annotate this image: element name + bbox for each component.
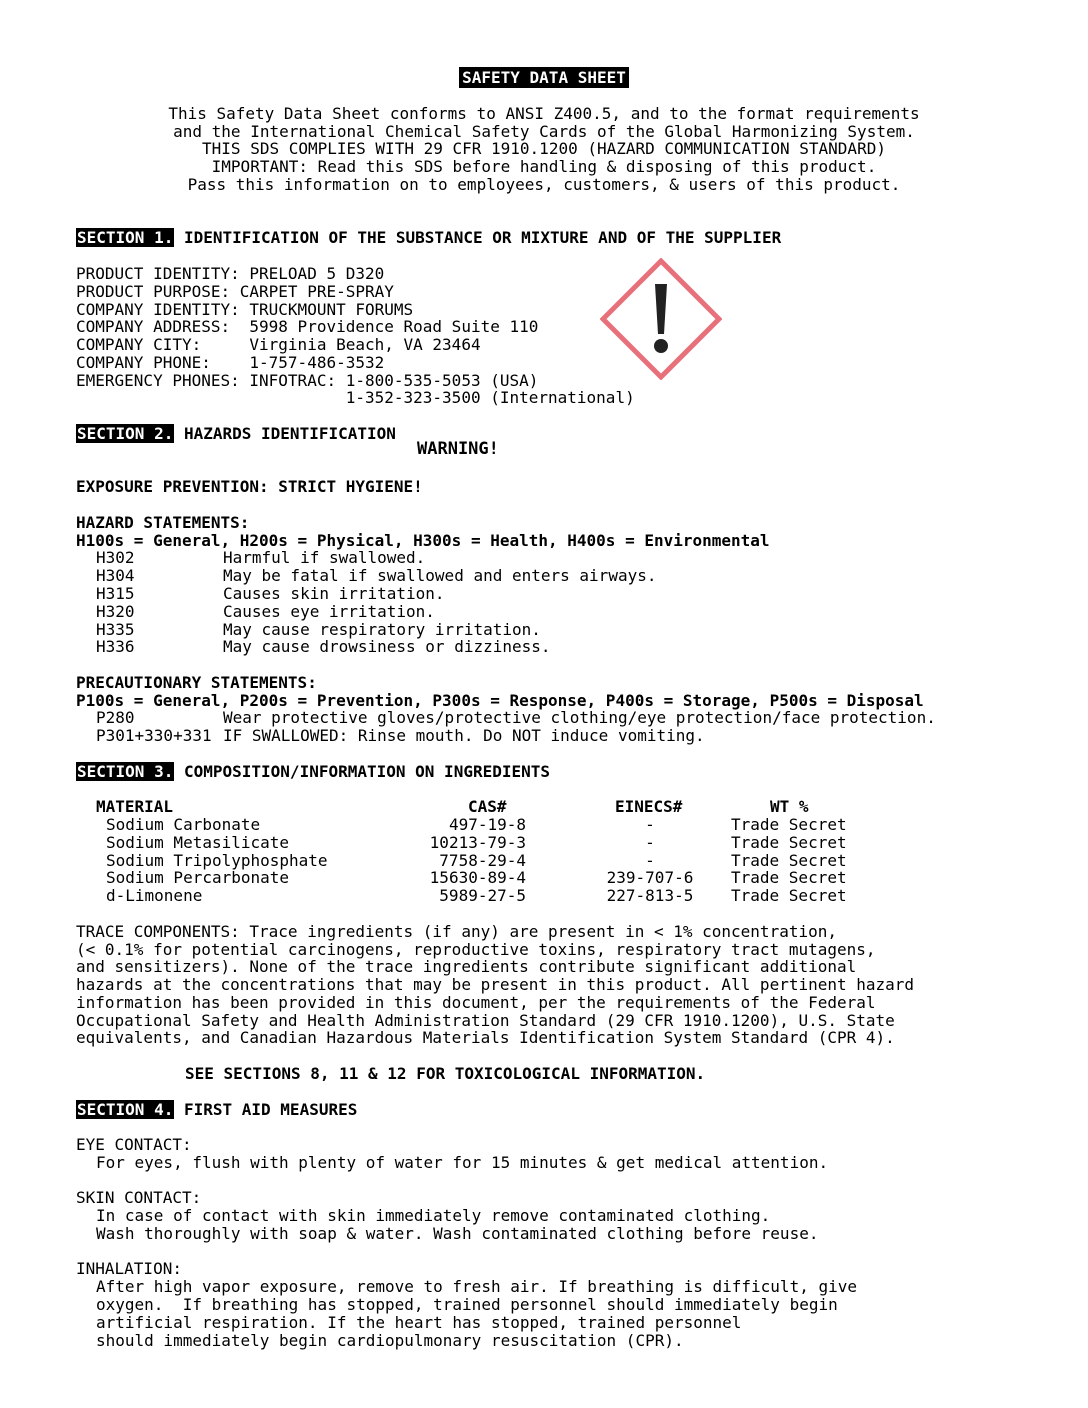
trace-line: and sensitizers). None of the trace ingredients contribute significant additional [76, 957, 857, 976]
eye-contact-heading: EYE CONTACT: [76, 1135, 192, 1154]
precaution-legend: P100s = General, P200s = Prevention, P300s = Response, P400s = Storage, P500s = Disposal [76, 691, 924, 710]
eye-contact-text: For eyes, flush with plenty of water for 15 minutes & get medical attention. [96, 1153, 829, 1172]
ingredient-material: Sodium Percarbonate [106, 868, 290, 887]
s1-line-8: 1-352-323-3500 (International) [76, 388, 635, 407]
hazard-text: Causes eye irritation. [223, 602, 435, 621]
precaution-text: Wear protective gloves/protective clothing/eye protection/face protection. [223, 708, 936, 727]
intro-line-2: and the International Chemical Safety Cards of the Global Harmonizing System. [173, 122, 915, 141]
hazard-code: H302 [96, 548, 135, 567]
intro-line-5: Pass this information on to employees, customers, & users of this product. [187, 175, 901, 194]
section2-tag: SECTION 2. [77, 424, 174, 443]
trace-line: hazards at the concentrations that may be present in this product. All pertinent hazard [76, 975, 915, 994]
document-title-wrap [0, 68, 1088, 87]
trace-line: information has been provided in this document, per the requirements of the Federal [76, 993, 876, 1012]
hazard-text: May cause drowsiness or dizziness. [223, 637, 551, 656]
ingredient-material: d-Limonene [106, 886, 203, 905]
ingredient-wt: Trade Secret [731, 868, 847, 887]
hazard-code: H335 [96, 620, 135, 639]
col-header-wt: WT % [770, 797, 809, 816]
see-sections-note: SEE SECTIONS 8, 11 & 12 FOR TOXICOLOGICAL INFORMATION. [185, 1064, 706, 1083]
trace-line: TRACE COMPONENTS: Trace ingredients (if any) are present in < 1% concentration, [76, 922, 837, 941]
hazard-code: H315 [96, 584, 135, 603]
s1-line-5: COMPANY CITY: Virginia Beach, VA 23464 [76, 335, 481, 354]
col-header-einecs: EINECS# [615, 797, 683, 816]
ingredient-einecs: - [645, 815, 655, 834]
intro-line-3: THIS SDS COMPLIES WITH 29 CFR 1910.1200 (HAZARD COMMUNICATION STANDARD) [202, 139, 886, 158]
exclamation-mark-hazard-icon [600, 258, 722, 380]
precaution-heading: PRECAUTIONARY STATEMENTS: [76, 673, 317, 692]
ingredient-wt: Trade Secret [731, 851, 847, 870]
ingredient-einecs: - [645, 833, 655, 852]
ingredient-material: Sodium Metasilicate [106, 833, 290, 852]
col-header-cas: CAS# [468, 797, 507, 816]
ingredient-cas: 497-19-8 [448, 815, 526, 834]
precaution-code: P280 [96, 708, 135, 727]
section2-title: HAZARDS IDENTIFICATION [183, 424, 396, 443]
ingredient-einecs: - [645, 851, 655, 870]
section3-header [76, 763, 550, 781]
section1-tag: SECTION 1. [77, 228, 174, 247]
hazard-text: May be fatal if swallowed and enters airways. [223, 566, 657, 585]
hazard-code: H304 [96, 566, 135, 585]
ingredient-wt: Trade Secret [731, 815, 847, 834]
inhalation-text: After high vapor exposure, remove to fresh air. If breathing is difficult, give [96, 1277, 857, 1296]
ingredient-material: Sodium Carbonate [106, 815, 261, 834]
inhalation-heading: INHALATION: [76, 1259, 182, 1278]
skin-contact-heading: SKIN CONTACT: [76, 1188, 202, 1207]
col-header-material: MATERIAL [96, 797, 174, 816]
s1-line-7: EMERGENCY PHONES: INFOTRAC: 1-800-535-5053 (USA) [76, 371, 539, 390]
s1-line-2: PRODUCT PURPOSE: CARPET PRE-SPRAY [76, 282, 394, 301]
ingredient-cas: 5989-27-5 [439, 886, 526, 905]
section3-tag: SECTION 3. [77, 762, 174, 781]
ingredient-cas: 10213-79-3 [429, 833, 526, 852]
inhalation-text: artificial respiration. If the heart has stopped, trained personnel [96, 1313, 742, 1332]
hazard-code: H320 [96, 602, 135, 621]
hazard-text: Causes skin irritation. [223, 584, 445, 603]
skin-contact-text: Wash thoroughly with soap & water. Wash contaminated clothing before reuse. [96, 1224, 819, 1243]
ingredient-material: Sodium Tripolyphosphate [106, 851, 328, 870]
s1-line-4: COMPANY ADDRESS: 5998 Providence Road Suite 110 [76, 317, 539, 336]
hazard-text: Harmful if swallowed. [223, 548, 426, 567]
section4-title: FIRST AID MEASURES [183, 1100, 358, 1119]
ingredient-wt: Trade Secret [731, 833, 847, 852]
signal-word: WARNING! [417, 439, 499, 459]
inhalation-text: should immediately begin cardiopulmonary resuscitation (CPR). [96, 1331, 684, 1350]
section2-header [76, 425, 396, 443]
hazard-heading: HAZARD STATEMENTS: [76, 513, 250, 532]
ingredient-einecs: 227-813-5 [606, 886, 694, 905]
section3-title: COMPOSITION/INFORMATION ON INGREDIENTS [183, 762, 551, 781]
ingredient-einecs: 239-707-6 [606, 868, 694, 887]
intro-line-4: IMPORTANT: Read this SDS before handling & disposing of this product. [211, 157, 877, 176]
precaution-text: IF SWALLOWED: Rinse mouth. Do NOT induce vomiting. [223, 726, 705, 745]
ingredient-wt: Trade Secret [731, 886, 847, 905]
trace-line: Occupational Safety and Health Administration Standard (29 CFR 1910.1200), U.S. State [76, 1011, 895, 1030]
skin-contact-text: In case of contact with skin immediately remove contaminated clothing. [96, 1206, 771, 1225]
hazard-text: May cause respiratory irritation. [223, 620, 541, 639]
ingredient-cas: 7758-29-4 [439, 851, 526, 870]
section4-tag: SECTION 4. [77, 1100, 174, 1119]
s1-line-3: COMPANY IDENTITY: TRUCKMOUNT FORUMS [76, 300, 414, 319]
s1-line-1: PRODUCT IDENTITY: PRELOAD 5 D320 [76, 264, 385, 283]
document-title: SAFETY DATA SHEET [459, 67, 629, 88]
hazard-legend: H100s = General, H200s = Physical, H300s = Health, H400s = Environmental [76, 531, 770, 550]
hazard-code: H336 [96, 637, 135, 656]
exposure-prevention: EXPOSURE PREVENTION: STRICT HYGIENE! [76, 477, 423, 496]
precaution-code: P301+330+331 [96, 726, 212, 745]
section1-header [76, 229, 781, 247]
trace-line: (< 0.1% for potential carcinogens, reproductive toxins, respiratory tract mutagens, [76, 940, 876, 959]
inhalation-text: oxygen. If breathing has stopped, trained personnel should immediately begin [96, 1295, 838, 1314]
s1-line-6: COMPANY PHONE: 1-757-486-3532 [76, 353, 385, 372]
trace-line: equivalents, and Canadian Hazardous Materials Identification System Standard (CPR 4). [76, 1028, 895, 1047]
section4-header [76, 1101, 357, 1119]
ingredient-cas: 15630-89-4 [429, 868, 526, 887]
section1-title: IDENTIFICATION OF THE SUBSTANCE OR MIXTURE AND OF THE SUPPLIER [183, 228, 782, 247]
intro-line-1: This Safety Data Sheet conforms to ANSI Z400.5, and to the format requirements [168, 104, 920, 123]
